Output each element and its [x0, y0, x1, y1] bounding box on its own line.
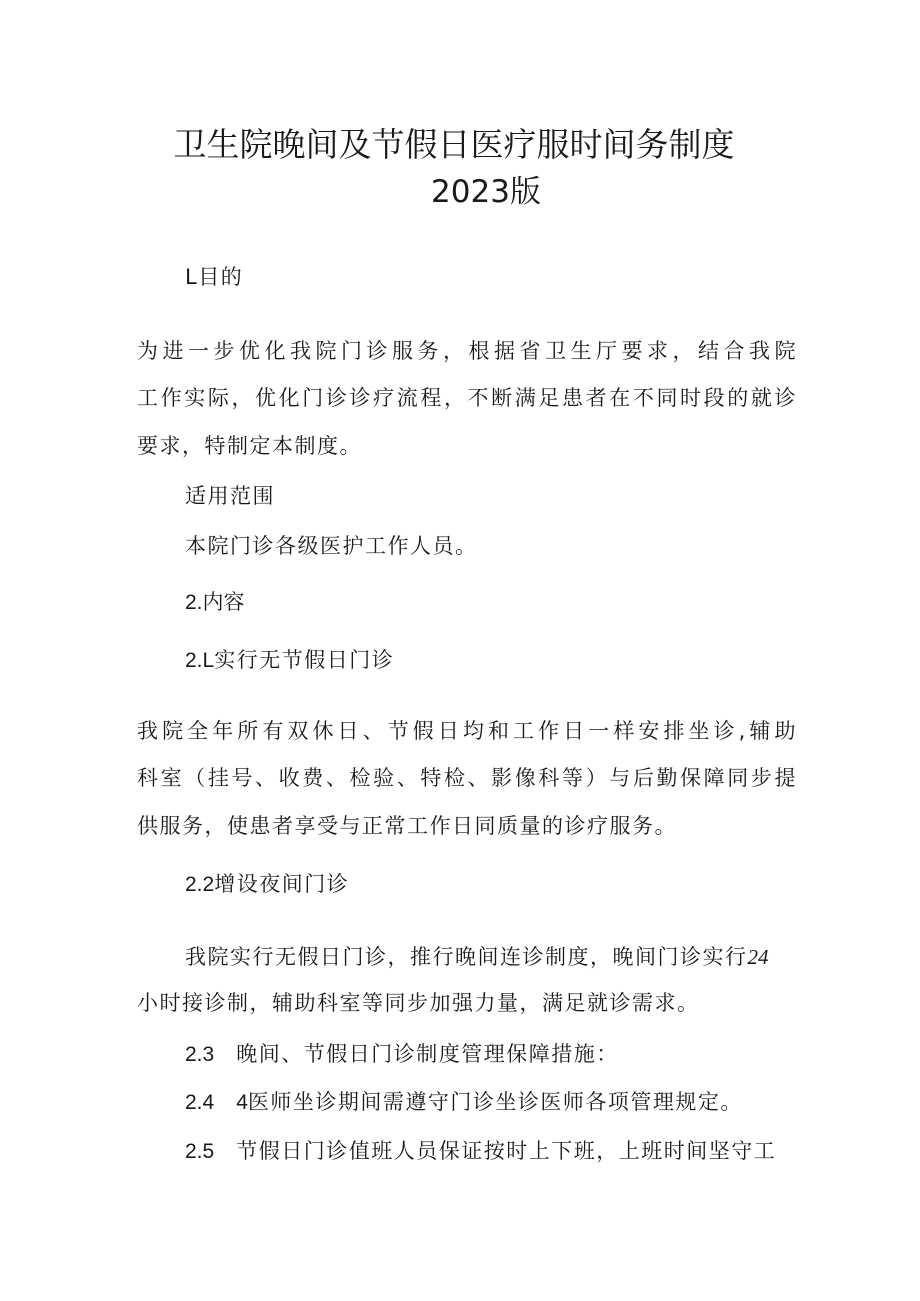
section-2-1-title: 实行无节假日门诊: [214, 648, 395, 672]
s22-para-line-2: 小时接诊制，辅助科室等同步加强力量，满足就诊需求。: [137, 991, 700, 1015]
hours-number: 24: [747, 945, 769, 969]
section-2-3-title: 晚间、节假日门诊制度管理保障措施：: [236, 1042, 619, 1066]
s21-para-line-1: 我院全年所有双休日、节假日均和工作日一样安排坐诊,辅助: [137, 719, 797, 743]
section-2-3-number: 2.3: [185, 1043, 215, 1066]
section-2-2-number: 2.2: [185, 873, 215, 896]
scope-heading: 适用范围: [185, 484, 275, 508]
section-2-2-title: 增设夜间门诊: [214, 872, 350, 896]
section-2-5-number: 2.5: [185, 1140, 215, 1163]
purpose-para-line-3: 要求，特制定本制度。: [137, 434, 362, 458]
s22-para-line-1: 我院实行无假日门诊，推行晚间连诊制度，晚间门诊实行24: [185, 945, 769, 969]
purpose-para-line-2: 工作实际，优化门诊诊疗流程，不断满足患者在不同时段的就诊: [137, 386, 797, 410]
document-title: 卫生院晚间及节假日医疗服时间务制度: [173, 125, 735, 164]
section-2-4-number: 2.4: [185, 1091, 215, 1114]
section-2-1-heading: [185, 645, 394, 676]
document-version: 2023版: [431, 174, 541, 210]
s21-para-line-3: 供服务，使患者享受与正常工作日同质量的诊疗服务。: [137, 814, 677, 838]
section-2-5-title: 节假日门诊值班人员保证按时上下班，上班时间坚守工: [236, 1139, 777, 1163]
section-2-4-title: 医师坐诊期间需遵守门诊坐诊医师各项管理规定。: [247, 1090, 743, 1114]
section-2-2-heading: [185, 869, 349, 900]
purpose-para-line-1: 为进一步优化我院门诊服务，根据省卫生厅要求，结合我院: [137, 339, 797, 363]
section-purpose-heading: L目的: [185, 265, 244, 289]
section-2-4-sub: 4: [236, 1091, 248, 1114]
section-2-3-heading: [185, 1039, 619, 1070]
scope-text: 本院门诊各级医护工作人员。: [185, 534, 478, 558]
section-2-5-heading: [185, 1136, 776, 1167]
s21-para-line-2: 科室（挂号、收费、检验、特检、影像科等）与后勤保障同步提: [137, 766, 797, 790]
section-2-1-number: 2.L: [185, 649, 215, 672]
section-2-4-heading: [185, 1087, 743, 1118]
section-content-heading: 2.内容: [185, 591, 245, 614]
